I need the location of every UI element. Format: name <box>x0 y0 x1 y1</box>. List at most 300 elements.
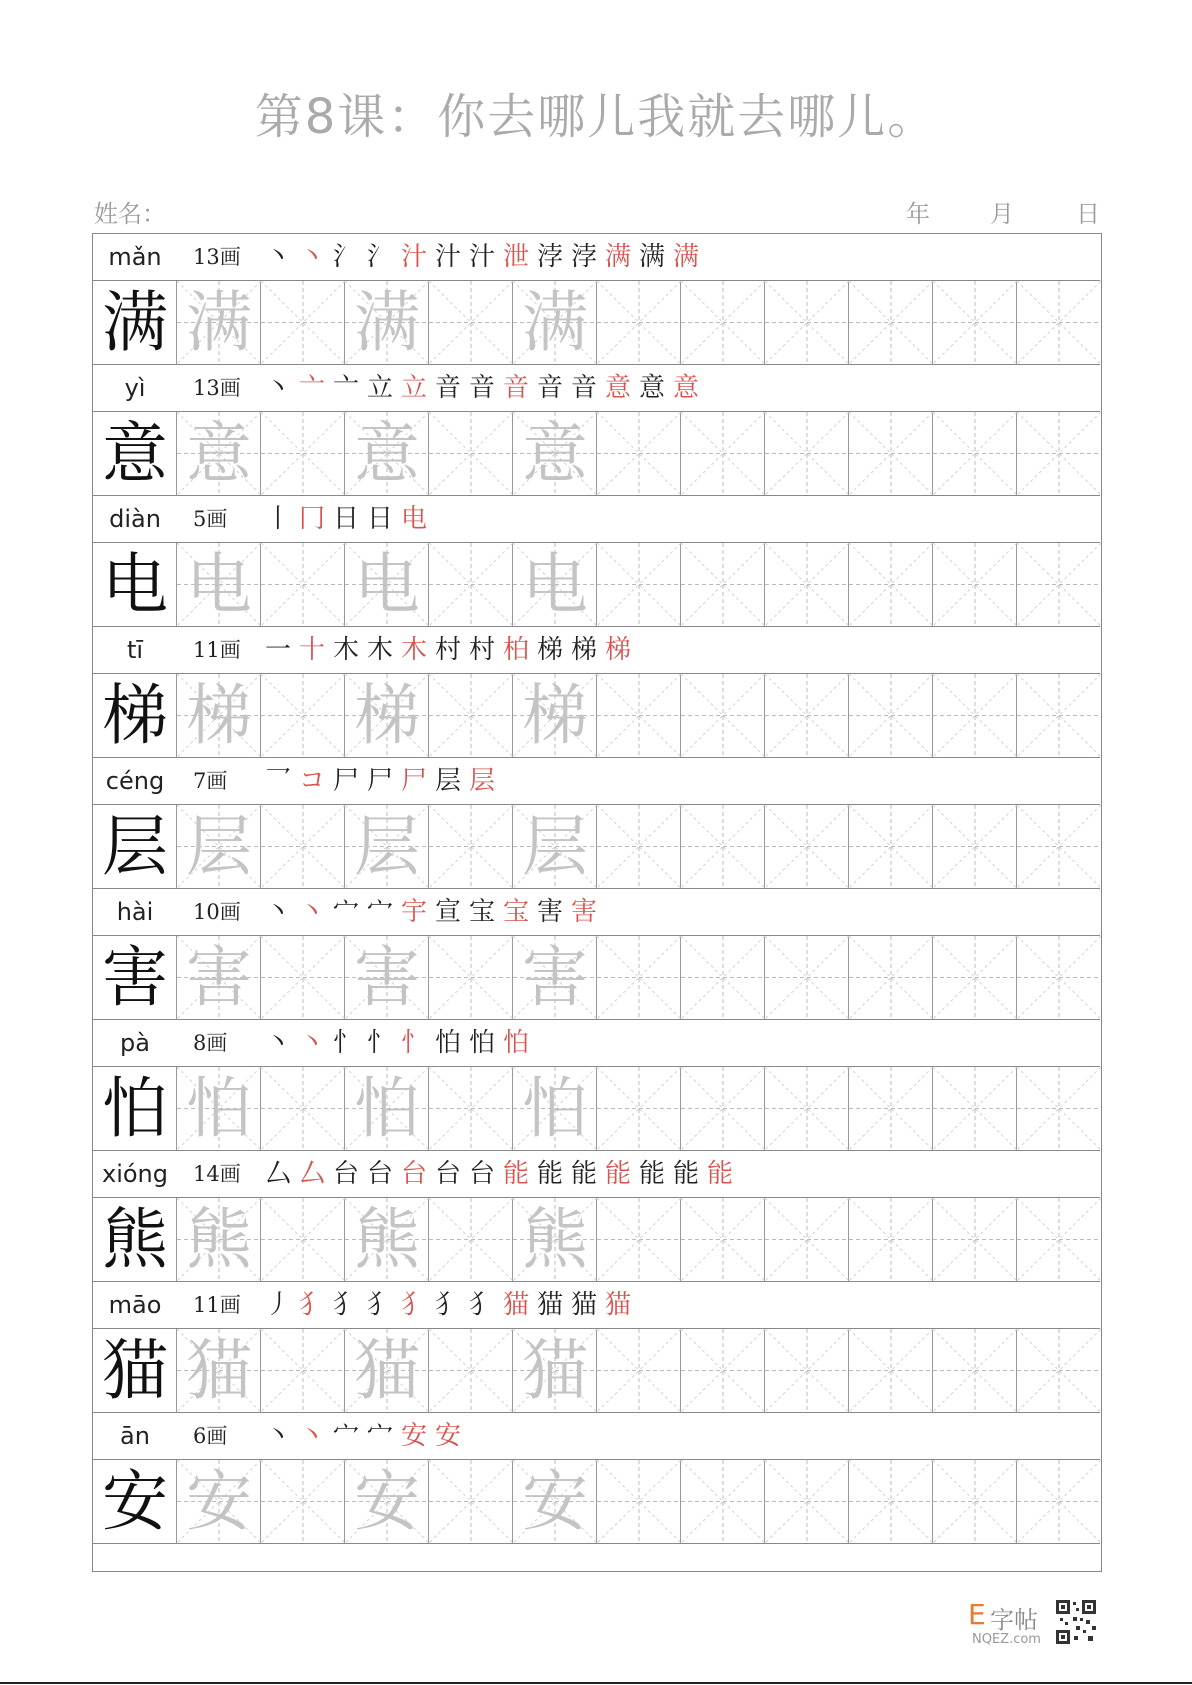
stroke-step: 能 <box>706 1159 733 1189</box>
grid-guide-icon <box>765 674 849 757</box>
trace-character: 猫 <box>186 1332 252 1409</box>
grid-guide-icon <box>933 805 1017 888</box>
practice-cell[interactable] <box>429 1067 513 1150</box>
practice-cell[interactable] <box>1017 936 1101 1019</box>
grid-guide-icon <box>1017 412 1101 495</box>
practice-cell[interactable] <box>933 412 1017 495</box>
practice-cell[interactable] <box>597 1460 681 1543</box>
practice-cell[interactable] <box>1017 1460 1101 1543</box>
grid-guide-icon <box>681 1067 765 1150</box>
stroke-step: 意 <box>604 373 631 403</box>
stroke-step: 汁 <box>400 242 427 272</box>
model-character: 满 <box>102 284 168 361</box>
practice-cell[interactable] <box>261 1198 345 1281</box>
grid-guide-icon <box>261 1198 345 1281</box>
trace-character: 意 <box>354 415 420 492</box>
grid-guide-icon <box>681 281 765 364</box>
stroke-step: 宀 <box>366 1421 393 1451</box>
grid-guide-icon <box>849 281 933 364</box>
stroke-step: 亠 <box>332 373 359 403</box>
trace-character: 害 <box>186 939 252 1016</box>
practice-cell[interactable] <box>849 1329 933 1412</box>
practice-cell[interactable] <box>513 412 597 495</box>
practice-cell[interactable] <box>849 543 933 626</box>
stroke-step: 梯 <box>604 635 631 665</box>
grid-guide-icon <box>765 543 849 626</box>
practice-cell[interactable] <box>513 805 597 888</box>
grid-guide-icon <box>1017 674 1101 757</box>
stroke-step: 宝 <box>468 897 495 927</box>
practice-cell[interactable] <box>765 543 849 626</box>
stroke-step: 宀 <box>332 897 359 927</box>
stroke-step: 宀 <box>366 897 393 927</box>
practice-cell[interactable] <box>597 936 681 1019</box>
practice-cell[interactable] <box>261 936 345 1019</box>
model-cell <box>93 1460 177 1543</box>
practice-cell[interactable] <box>429 674 513 757</box>
practice-cell[interactable] <box>513 1460 597 1543</box>
practice-cell[interactable] <box>513 281 597 364</box>
model-character: 害 <box>102 939 168 1016</box>
practice-cell[interactable] <box>345 936 429 1019</box>
practice-cell[interactable] <box>177 281 261 364</box>
grid-guide-icon <box>765 805 849 888</box>
stroke-step: 乛 <box>264 766 291 796</box>
practice-cell[interactable] <box>849 936 933 1019</box>
stroke-step: 尸 <box>366 766 393 796</box>
stroke-step: 怕 <box>434 1028 461 1058</box>
writing-grid-row <box>93 281 1100 365</box>
model-character: 电 <box>102 546 168 623</box>
pinyin-label: céng <box>105 767 165 795</box>
practice-cell[interactable] <box>681 936 765 1019</box>
trace-character: 怕 <box>354 1070 420 1147</box>
practice-cell[interactable] <box>1017 1067 1101 1150</box>
info-row <box>93 627 1100 674</box>
practice-cell[interactable] <box>513 1067 597 1150</box>
practice-cell[interactable] <box>345 1460 429 1543</box>
grid-guide-icon <box>849 412 933 495</box>
writing-grid-row <box>93 936 1100 1020</box>
practice-cell[interactable] <box>177 1460 261 1543</box>
practice-cell[interactable] <box>177 1198 261 1281</box>
stroke-step: 丶 <box>298 897 325 927</box>
trace-character: 安 <box>186 1463 252 1540</box>
pinyin-label: tī <box>126 636 144 664</box>
stroke-sequence <box>261 1020 533 1067</box>
writing-grid-row <box>93 1198 1100 1282</box>
stroke-count: 13画 <box>193 376 241 400</box>
stroke-step: 能 <box>536 1159 563 1189</box>
practice-cell[interactable] <box>681 543 765 626</box>
grid-guide-icon <box>261 1460 345 1543</box>
model-character: 意 <box>102 415 168 492</box>
stroke-step: 泄 <box>502 242 529 272</box>
practice-cell[interactable] <box>345 674 429 757</box>
grid-guide-icon <box>597 674 681 757</box>
grid-guide-icon <box>429 936 513 1019</box>
stroke-step: 丶 <box>264 373 291 403</box>
grid-guide-icon <box>429 1329 513 1412</box>
practice-cell[interactable] <box>261 805 345 888</box>
info-row <box>93 889 1100 936</box>
stroke-sequence <box>261 234 703 281</box>
practice-cell[interactable] <box>1017 281 1101 364</box>
practice-cell[interactable] <box>681 412 765 495</box>
stroke-step: 怕 <box>502 1028 529 1058</box>
practice-cell[interactable] <box>765 674 849 757</box>
stroke-step: 害 <box>570 897 597 927</box>
trace-character: 猫 <box>522 1332 588 1409</box>
practice-cell[interactable] <box>681 1329 765 1412</box>
practice-cell[interactable] <box>429 1460 513 1543</box>
practice-sheet <box>92 233 1102 1572</box>
grid-guide-icon <box>765 281 849 364</box>
stroke-step: 一 <box>264 635 291 665</box>
stroke-step: 宝 <box>502 897 529 927</box>
practice-cell[interactable] <box>597 412 681 495</box>
practice-cell[interactable] <box>429 936 513 1019</box>
practice-cell[interactable] <box>849 1067 933 1150</box>
grid-guide-icon <box>681 936 765 1019</box>
info-row <box>93 496 1100 543</box>
stroke-count: 13画 <box>193 245 241 269</box>
practice-cell[interactable] <box>765 936 849 1019</box>
practice-cell[interactable] <box>345 1329 429 1412</box>
grid-guide-icon <box>597 1067 681 1150</box>
practice-cell[interactable] <box>765 805 849 888</box>
grid-guide-icon <box>597 412 681 495</box>
grid-guide-icon <box>261 543 345 626</box>
grid-guide-icon <box>933 936 1017 1019</box>
practice-cell[interactable] <box>261 281 345 364</box>
practice-cell[interactable] <box>933 936 1017 1019</box>
practice-cell[interactable] <box>513 543 597 626</box>
pinyin-label: pà <box>120 1029 150 1057</box>
grid-guide-icon <box>681 1329 765 1412</box>
practice-cell[interactable] <box>1017 1329 1101 1412</box>
stroke-step: 犭 <box>434 1290 461 1320</box>
bottom-rule <box>0 1682 1192 1684</box>
info-row <box>93 1413 1100 1460</box>
practice-cell[interactable] <box>933 805 1017 888</box>
model-character: 层 <box>102 808 168 885</box>
practice-cell[interactable] <box>261 674 345 757</box>
practice-cell[interactable] <box>597 281 681 364</box>
stroke-step: 犭 <box>400 1290 427 1320</box>
grid-guide-icon <box>261 936 345 1019</box>
trace-character: 意 <box>186 415 252 492</box>
stroke-step: 台 <box>468 1159 495 1189</box>
grid-guide-icon <box>933 543 1017 626</box>
practice-cell[interactable] <box>345 543 429 626</box>
practice-cell[interactable] <box>681 674 765 757</box>
stroke-step: 浡 <box>536 242 563 272</box>
grid-guide-icon <box>1017 805 1101 888</box>
practice-cell[interactable] <box>261 543 345 626</box>
grid-guide-icon <box>933 412 1017 495</box>
stroke-step: 十 <box>298 635 325 665</box>
stroke-step: 能 <box>638 1159 665 1189</box>
trace-character: 电 <box>522 546 588 623</box>
practice-cell[interactable] <box>597 1198 681 1281</box>
practice-cell[interactable] <box>597 1329 681 1412</box>
practice-cell[interactable] <box>345 1067 429 1150</box>
grid-guide-icon <box>261 281 345 364</box>
stroke-sequence <box>261 1413 465 1460</box>
practice-cell[interactable] <box>1017 674 1101 757</box>
model-character: 梯 <box>102 677 168 754</box>
stroke-step: 音 <box>434 373 461 403</box>
trace-character: 安 <box>354 1463 420 1540</box>
practice-cell[interactable] <box>933 281 1017 364</box>
writing-grid-row <box>93 805 1100 889</box>
grid-guide-icon <box>597 936 681 1019</box>
stroke-step: 满 <box>672 242 699 272</box>
pinyin-label: yì <box>124 374 146 402</box>
practice-cell[interactable] <box>765 1329 849 1412</box>
practice-cell[interactable] <box>933 674 1017 757</box>
stroke-step: 宣 <box>434 897 461 927</box>
stroke-step: 层 <box>468 766 495 796</box>
practice-cell[interactable] <box>345 1198 429 1281</box>
trace-character: 害 <box>354 939 420 1016</box>
practice-cell[interactable] <box>597 805 681 888</box>
grid-guide-icon <box>933 1067 1017 1150</box>
practice-cell[interactable] <box>849 412 933 495</box>
practice-cell[interactable] <box>849 1460 933 1543</box>
grid-guide-icon <box>261 412 345 495</box>
practice-cell[interactable] <box>177 412 261 495</box>
stroke-step: 犭 <box>468 1290 495 1320</box>
practice-cell[interactable] <box>849 1198 933 1281</box>
grid-guide-icon <box>765 1329 849 1412</box>
stroke-step: 汁 <box>434 242 461 272</box>
stroke-step: 尸 <box>332 766 359 796</box>
practice-cell[interactable] <box>261 1329 345 1412</box>
grid-guide-icon <box>597 281 681 364</box>
practice-cell[interactable] <box>1017 805 1101 888</box>
practice-cell[interactable] <box>261 412 345 495</box>
stroke-step: 浡 <box>570 242 597 272</box>
writing-grid-row <box>93 674 1100 758</box>
model-cell <box>93 281 177 364</box>
practice-cell[interactable] <box>429 805 513 888</box>
practice-cell[interactable] <box>681 1198 765 1281</box>
stroke-step: 犭 <box>298 1290 325 1320</box>
stroke-count: 10画 <box>193 900 241 924</box>
stroke-step: 木 <box>366 635 393 665</box>
practice-cell[interactable] <box>1017 412 1101 495</box>
model-cell <box>93 543 177 626</box>
practice-cell[interactable] <box>933 1329 1017 1412</box>
practice-cell[interactable] <box>933 1067 1017 1150</box>
stroke-step: 安 <box>434 1421 461 1451</box>
stroke-step: 音 <box>536 373 563 403</box>
practice-cell[interactable] <box>177 805 261 888</box>
practice-cell[interactable] <box>681 805 765 888</box>
practice-cell[interactable] <box>765 281 849 364</box>
practice-cell[interactable] <box>1017 543 1101 626</box>
model-cell <box>93 936 177 1019</box>
stroke-step: 台 <box>400 1159 427 1189</box>
stroke-step: 音 <box>468 373 495 403</box>
stroke-step: 丨 <box>264 504 291 534</box>
writing-grid-row <box>93 1329 1100 1413</box>
practice-cell[interactable] <box>765 1067 849 1150</box>
practice-cell[interactable] <box>849 281 933 364</box>
practice-cell[interactable] <box>933 543 1017 626</box>
stroke-count: 5画 <box>193 507 228 531</box>
practice-cell[interactable] <box>177 543 261 626</box>
grid-guide-icon <box>1017 543 1101 626</box>
stroke-step: 木 <box>400 635 427 665</box>
grid-guide-icon <box>429 805 513 888</box>
practice-cell[interactable] <box>429 412 513 495</box>
practice-cell[interactable] <box>681 1067 765 1150</box>
trace-character: 层 <box>354 808 420 885</box>
practice-cell[interactable] <box>345 805 429 888</box>
stroke-sequence <box>261 758 499 805</box>
practice-cell[interactable] <box>513 1329 597 1412</box>
practice-cell[interactable] <box>429 543 513 626</box>
model-cell <box>93 1067 177 1150</box>
practice-cell[interactable] <box>597 674 681 757</box>
grid-guide-icon <box>261 674 345 757</box>
grid-guide-icon <box>1017 1329 1101 1412</box>
stroke-step: 丶 <box>264 242 291 272</box>
grid-guide-icon <box>849 936 933 1019</box>
practice-cell[interactable] <box>345 281 429 364</box>
practice-cell[interactable] <box>933 1198 1017 1281</box>
practice-cell[interactable] <box>177 1329 261 1412</box>
stroke-sequence <box>261 496 431 543</box>
grid-guide-icon <box>429 1067 513 1150</box>
practice-cell[interactable] <box>849 805 933 888</box>
stroke-step: 日 <box>366 504 393 534</box>
pinyin-label: māo <box>108 1291 162 1319</box>
stroke-step: 宇 <box>400 897 427 927</box>
practice-cell[interactable] <box>429 1198 513 1281</box>
practice-cell[interactable] <box>177 674 261 757</box>
model-character: 猫 <box>102 1332 168 1409</box>
practice-cell[interactable] <box>765 1460 849 1543</box>
practice-cell[interactable] <box>177 1067 261 1150</box>
practice-cell[interactable] <box>765 1198 849 1281</box>
pinyin-label: hài <box>116 898 154 926</box>
stroke-step: 音 <box>570 373 597 403</box>
practice-cell[interactable] <box>261 1067 345 1150</box>
stroke-step: 厶 <box>264 1159 291 1189</box>
stroke-step: 忄 <box>366 1028 393 1058</box>
trace-character: 满 <box>186 284 252 361</box>
grid-guide-icon <box>597 1329 681 1412</box>
stroke-step: 电 <box>400 504 427 534</box>
pinyin-label: ān <box>120 1422 150 1450</box>
practice-cell[interactable] <box>765 412 849 495</box>
trace-character: 满 <box>522 284 588 361</box>
stroke-sequence <box>261 889 601 936</box>
logo-name: 字帖 <box>990 1606 1038 1634</box>
practice-cell[interactable] <box>681 1460 765 1543</box>
practice-cell[interactable] <box>513 1198 597 1281</box>
stroke-step: 犭 <box>332 1290 359 1320</box>
trace-character: 熊 <box>522 1201 588 1278</box>
practice-cell[interactable] <box>345 412 429 495</box>
grid-guide-icon <box>681 805 765 888</box>
practice-cell[interactable] <box>513 936 597 1019</box>
day-label: 日 <box>1076 200 1100 228</box>
grid-guide-icon <box>765 1198 849 1281</box>
logo-letter: E <box>968 1598 986 1631</box>
grid-guide-icon <box>933 1460 1017 1543</box>
stroke-step: 丶 <box>264 1421 291 1451</box>
grid-guide-icon <box>429 1198 513 1281</box>
stroke-step: 柏 <box>502 635 529 665</box>
practice-cell[interactable] <box>681 281 765 364</box>
grid-guide-icon <box>765 936 849 1019</box>
grid-guide-icon <box>765 1067 849 1150</box>
stroke-step: 猫 <box>502 1290 529 1320</box>
practice-cell[interactable] <box>849 674 933 757</box>
grid-guide-icon <box>765 1460 849 1543</box>
trace-character: 层 <box>186 808 252 885</box>
stroke-step: 梯 <box>570 635 597 665</box>
grid-guide-icon <box>933 1198 1017 1281</box>
page-title: 第8课：你去哪儿我就去哪儿。 <box>254 89 938 145</box>
stroke-step: 梯 <box>536 635 563 665</box>
info-row <box>93 1151 1100 1198</box>
practice-cell[interactable] <box>177 936 261 1019</box>
practice-cell[interactable] <box>933 1460 1017 1543</box>
grid-guide-icon <box>261 1067 345 1150</box>
grid-guide-icon <box>849 805 933 888</box>
practice-cell[interactable] <box>1017 1198 1101 1281</box>
practice-cell[interactable] <box>429 1329 513 1412</box>
stroke-step: 音 <box>502 373 529 403</box>
stroke-step: コ <box>298 766 325 796</box>
stroke-step: 木 <box>332 635 359 665</box>
practice-cell[interactable] <box>597 543 681 626</box>
writing-grid-row <box>93 412 1100 496</box>
grid-guide-icon <box>681 674 765 757</box>
name-label: 姓名： <box>94 200 166 228</box>
grid-guide-icon <box>429 281 513 364</box>
practice-cell[interactable] <box>597 1067 681 1150</box>
stroke-step: 丶 <box>298 1421 325 1451</box>
grid-guide-icon <box>681 1198 765 1281</box>
practice-cell[interactable] <box>429 281 513 364</box>
stroke-step: 能 <box>570 1159 597 1189</box>
stroke-step: 犭 <box>366 1290 393 1320</box>
practice-cell[interactable] <box>513 674 597 757</box>
practice-cell[interactable] <box>261 1460 345 1543</box>
year-label: 年 <box>906 200 930 228</box>
model-cell <box>93 1329 177 1412</box>
stroke-step: 意 <box>672 373 699 403</box>
trace-character: 熊 <box>354 1201 420 1278</box>
grid-guide-icon <box>849 543 933 626</box>
writing-grid-row <box>93 1067 1100 1151</box>
stroke-step: 忄 <box>400 1028 427 1058</box>
grid-guide-icon <box>681 1460 765 1543</box>
info-row <box>93 234 1100 281</box>
model-cell <box>93 1198 177 1281</box>
stroke-step: 台 <box>366 1159 393 1189</box>
writing-grid-row <box>93 1460 1100 1544</box>
pinyin-label: xióng <box>102 1160 168 1188</box>
grid-guide-icon <box>261 1329 345 1412</box>
